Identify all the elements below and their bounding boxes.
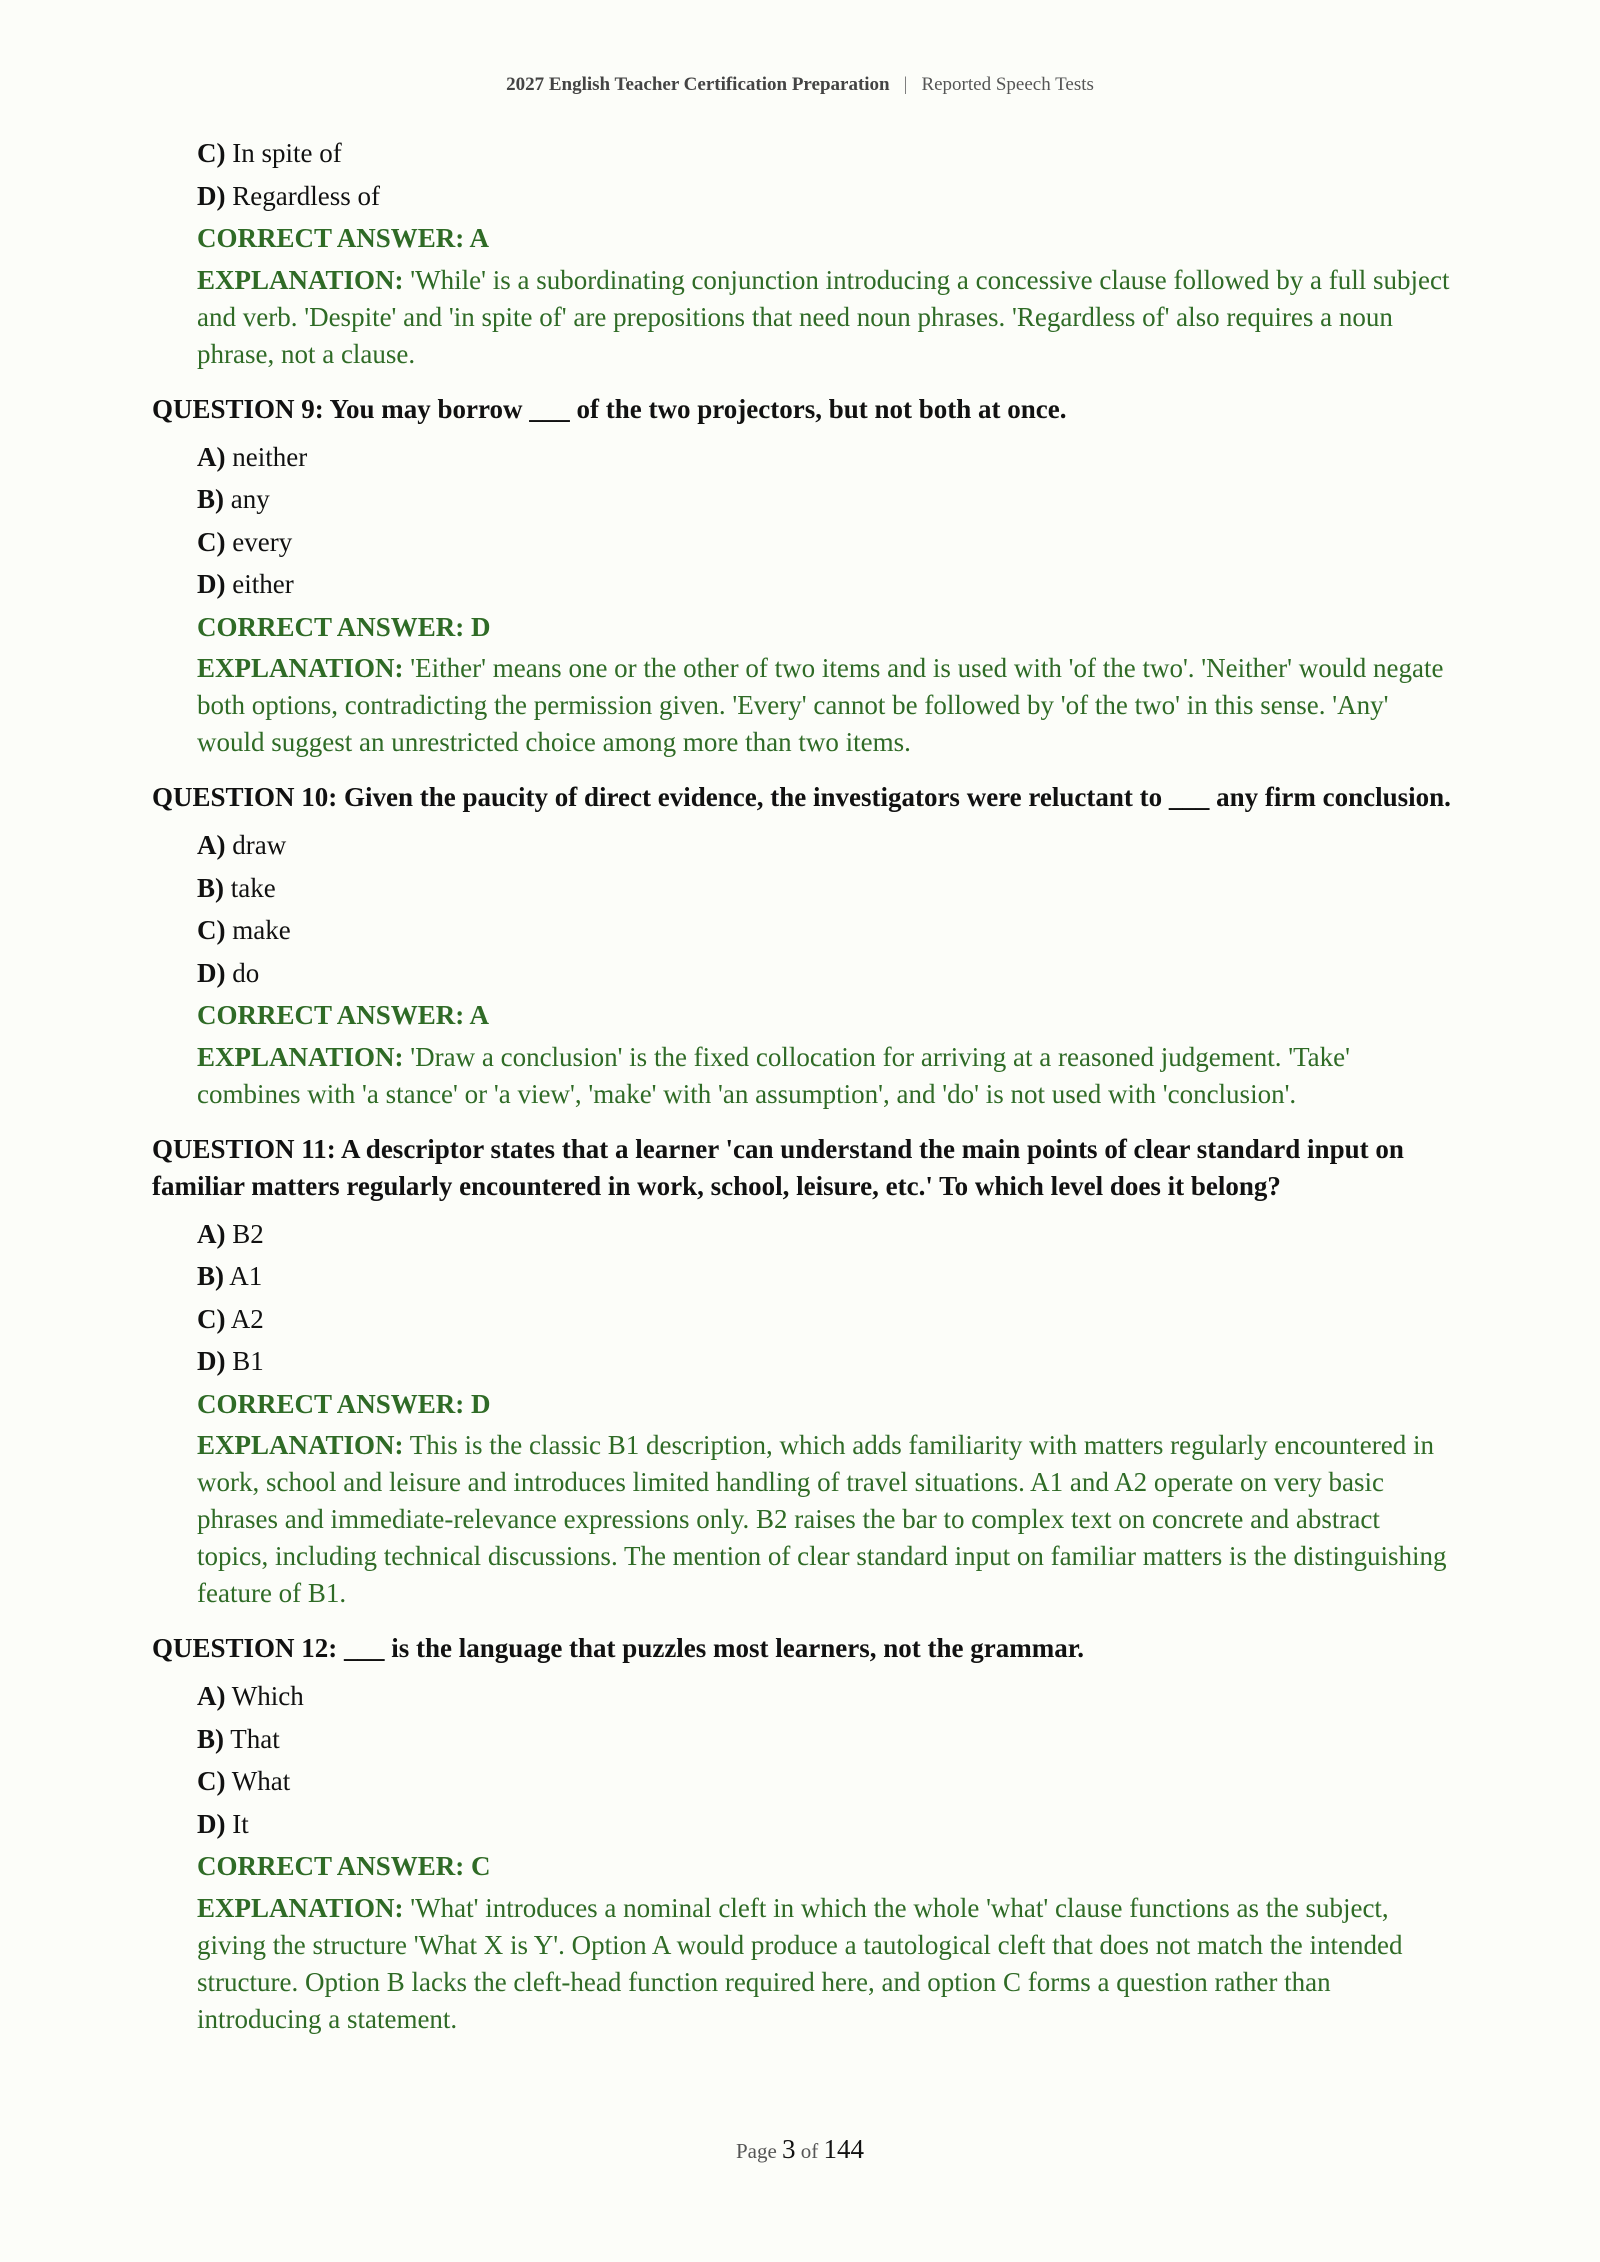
question-text: QUESTION 12: ___ is the language that puzzles most learners, not the grammar.	[152, 1633, 1084, 1663]
option-a: A) neither	[197, 441, 308, 472]
question-block-10	[152, 779, 1452, 1113]
option-a: A) B2	[197, 1218, 264, 1249]
option-d: D) B1	[197, 1346, 264, 1376]
option-b: B) A1	[197, 1261, 263, 1291]
total-pages: 144	[823, 2134, 865, 2164]
option-a: A) Which	[197, 1681, 304, 1711]
page-footer	[0, 2134, 1600, 2165]
correct-answer: CORRECT ANSWER: A	[197, 1000, 490, 1030]
header-title: 2027 English Teacher Certification Preparation	[506, 74, 890, 95]
header-subtitle: Reported Speech Tests	[921, 74, 1094, 95]
option-d: D) do	[197, 957, 260, 988]
question-text: QUESTION 11: A descriptor states that a learner 'can understand the main points of clear standard input on familiar matters regularly encountered in work, school, leisure, etc.' To which level does it belong?	[152, 1133, 1404, 1201]
option-a: A) draw	[197, 830, 287, 860]
option-c: C) every	[197, 526, 293, 557]
option-c: C) What	[197, 1766, 291, 1796]
question-text: QUESTION 9: You may borrow ___ of the two projectors, but not both at once.	[152, 393, 1067, 424]
option-b: B) any	[197, 484, 270, 514]
question-text: QUESTION 10: Given the paucity of direct evidence, the investigators were reluctant to ___ any firm conclusion.	[152, 782, 1451, 812]
option-c: C) In spite of	[197, 138, 342, 168]
correct-answer: CORRECT ANSWER: C	[197, 1851, 491, 1881]
explanation: EXPLANATION: 'Either' means one or the other of two items and is used with 'of the two'. 'Neither' would negate both options, contradicting the permission given. 'Every' cannot be followed by 'of the two' in this sense. 'Any' would suggest an unrestricted choice among more than two items.	[197, 653, 1444, 757]
question-block-9	[152, 391, 1452, 762]
option-d: D) It	[197, 1808, 249, 1839]
of-label: of	[800, 2139, 819, 2163]
option-b: B) take	[197, 872, 276, 903]
option-d: D) Regardless of	[197, 180, 380, 211]
page-content	[152, 132, 1452, 2038]
option-b: B) That	[197, 1723, 280, 1754]
option-c: C) make	[197, 915, 291, 945]
page-number: 3	[782, 2134, 796, 2164]
question-block-11	[152, 1131, 1452, 1613]
page-label: Page	[735, 2139, 777, 2163]
correct-answer: CORRECT ANSWER: A	[197, 223, 490, 253]
option-c: C) A2	[197, 1303, 264, 1334]
question-block-12	[152, 1630, 1452, 2038]
page-header	[0, 74, 1600, 96]
explanation: EXPLANATION: 'While' is a subordinating conjunction introducing a concessive clause followed by a full subject and verb. 'Despite' and 'in spite of' are prepositions that need noun phrases. 'Regardless of' also requires a noun phrase, not a clause.	[197, 264, 1450, 369]
explanation: EXPLANATION: 'What' introduces a nominal cleft in which the whole 'what' clause functions as the subject, giving the structure 'What X is Y'. Option A would produce a tautological cleft that does not match the intended structure. Option B lacks the cleft-head function required here, and option C forms a question rather than introducing a statement.	[197, 1892, 1403, 2034]
question-block-carryover	[152, 132, 1452, 373]
explanation: EXPLANATION: This is the classic B1 description, which adds familiarity with matters regularly encountered in work, school and leisure and introduces limited handling of travel situations. A1 and A2 operate on very basic phrases and immediate-relevance expressions only. B2 raises the bar to complex text on concrete and abstract topics, including technical discussions. The mention of clear standard input on familiar matters is the distinguishing feature of B1.	[197, 1430, 1447, 1608]
header-separator: |	[903, 74, 908, 95]
correct-answer: CORRECT ANSWER: D	[197, 611, 491, 642]
option-d: D) either	[197, 569, 294, 599]
correct-answer: CORRECT ANSWER: D	[197, 1388, 491, 1419]
explanation: EXPLANATION: 'Draw a conclusion' is the fixed collocation for arriving at a reasoned judgement. 'Take' combines with 'a stance' or 'a view', 'make' with 'an assumption', and 'do' is not used with 'conclusion'.	[197, 1041, 1351, 1109]
